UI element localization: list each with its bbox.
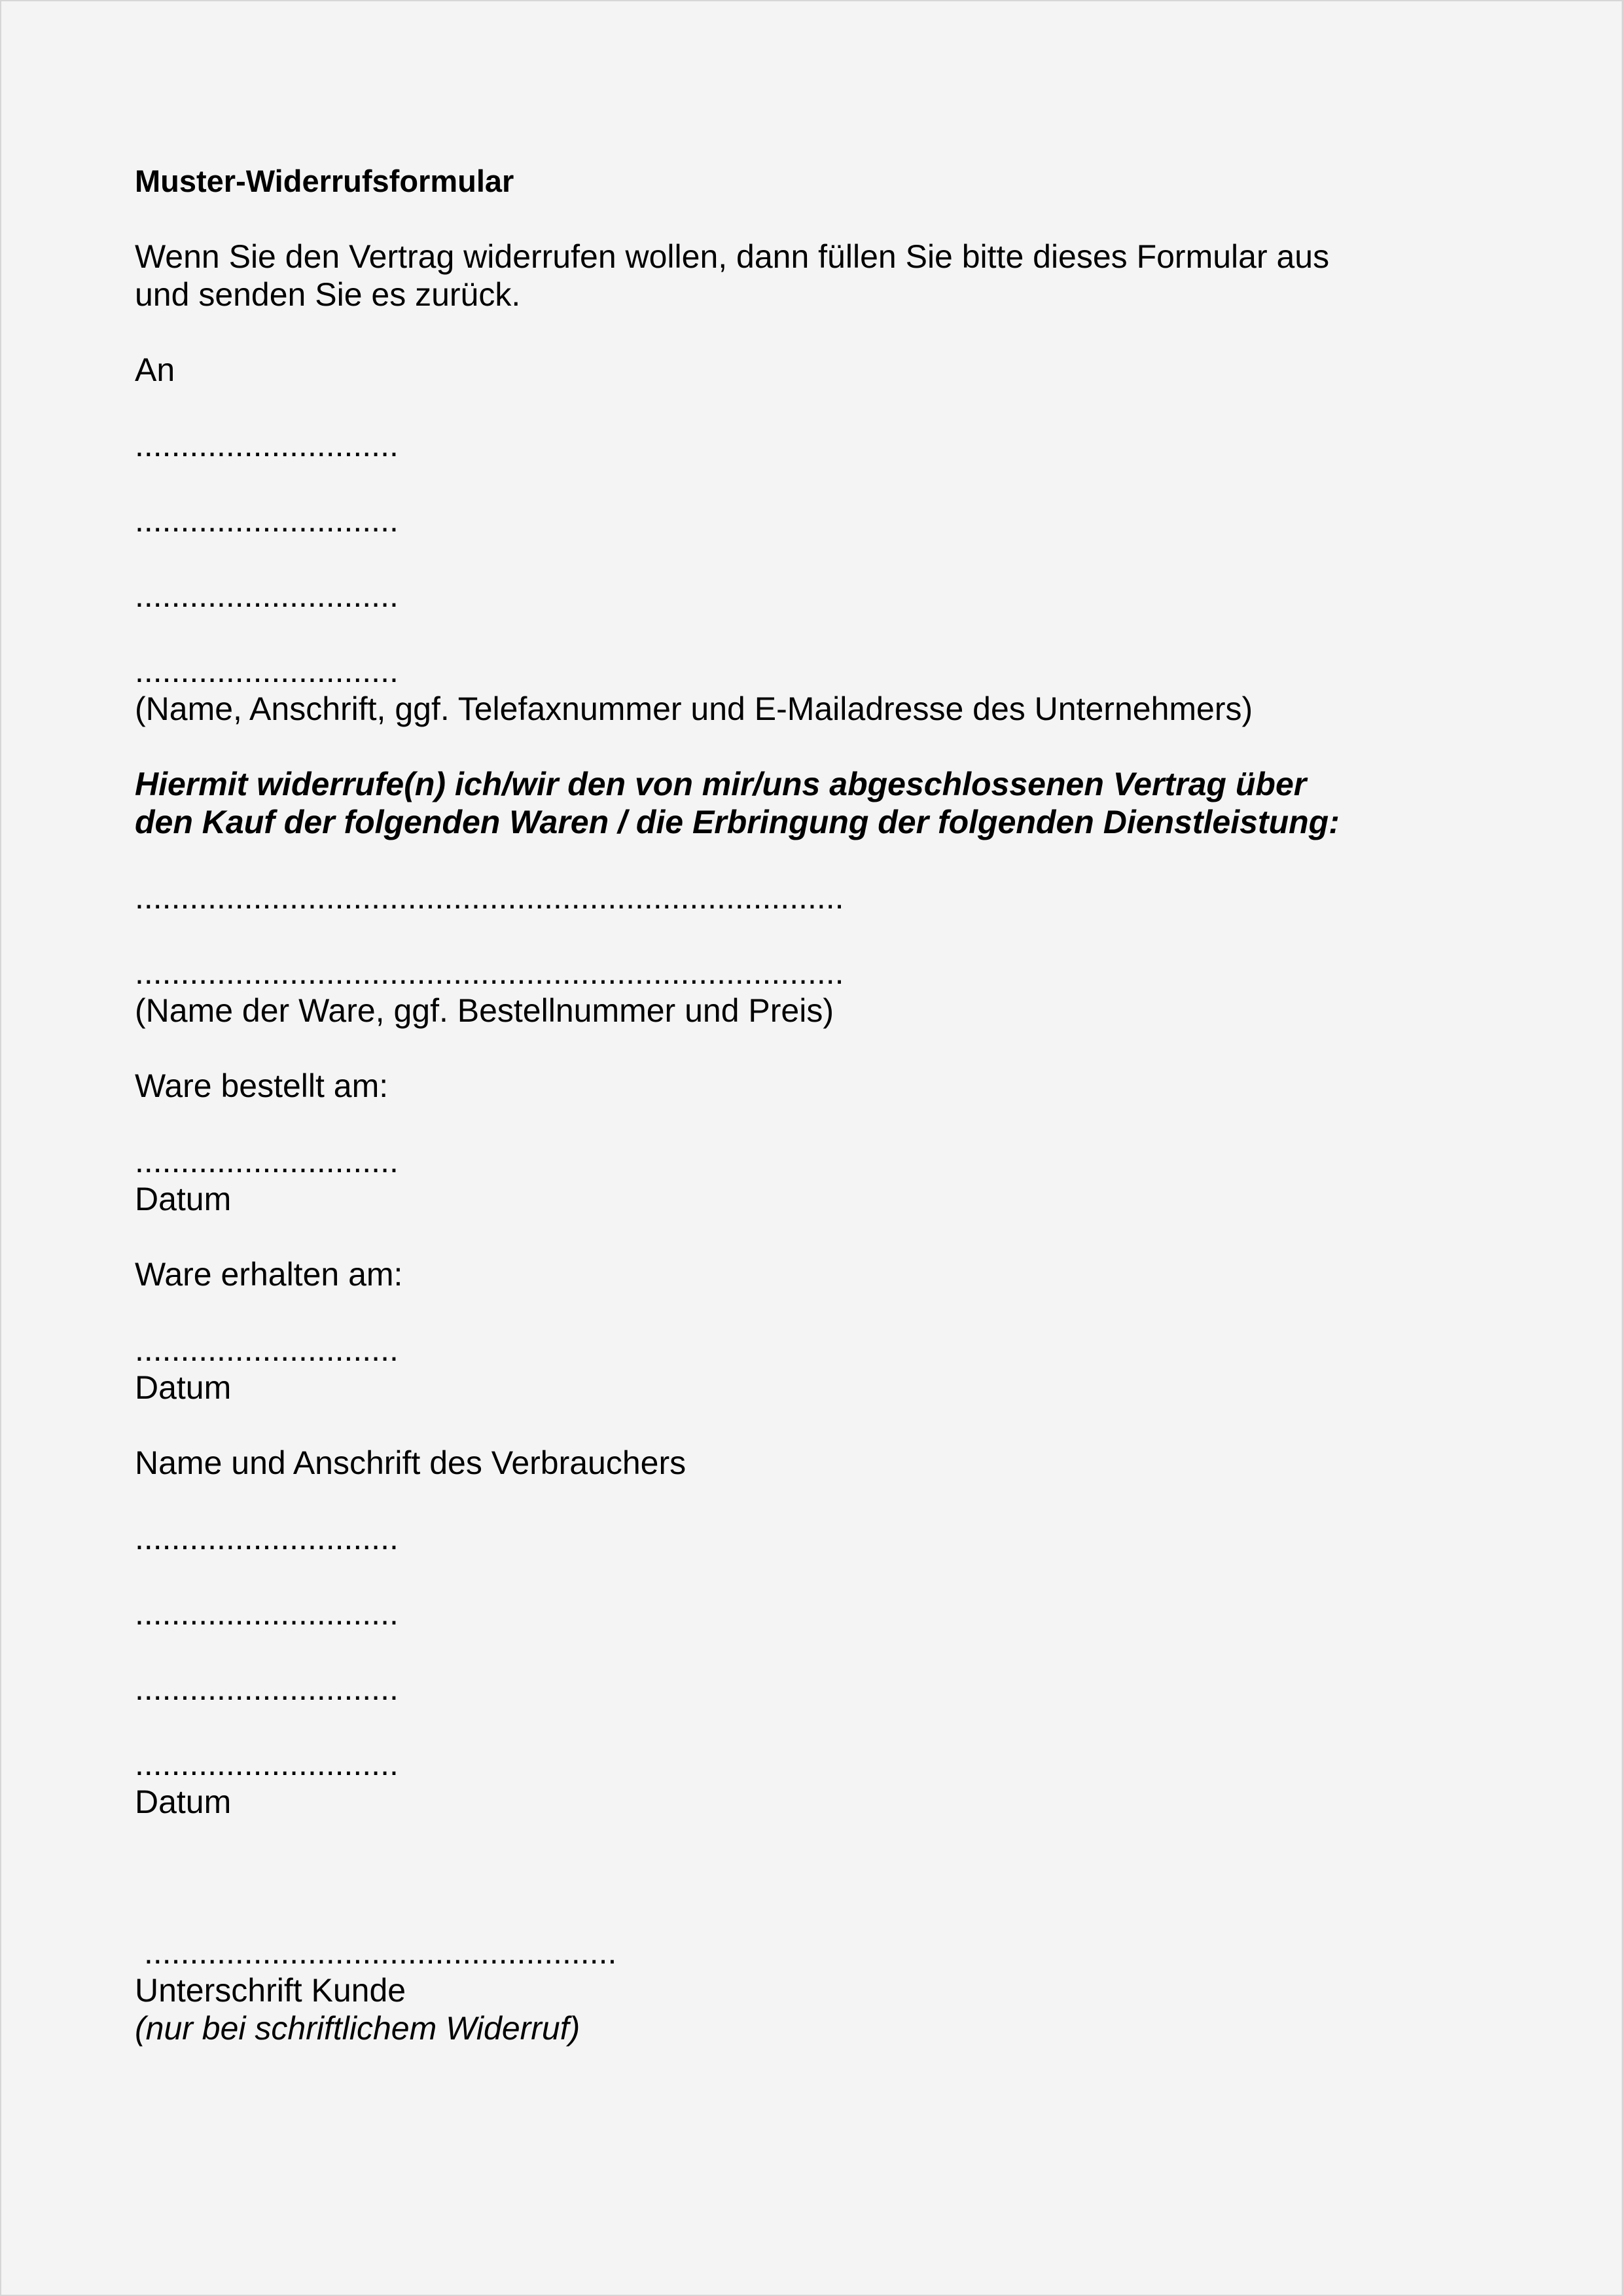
consumer-date-label: Datum [135,1784,232,1820]
recipient-label: An [135,351,175,388]
goods-field-1[interactable]: .............................................................................. [135,879,844,916]
goods-field-2[interactable]: .............................................................................. [135,954,844,991]
consumer-field-2[interactable]: ............................. [135,1595,399,1632]
signature-label: Unterschrift Kunde [135,1972,406,2009]
consumer-field-1[interactable]: ............................. [135,1520,399,1556]
statement-line-1: Hiermit widerrufe(n) ich/wir den von mir/uns abgeschlossenen Vertrag über [135,766,1307,802]
ordered-date-field[interactable]: ............................. [135,1143,399,1179]
received-date-field[interactable]: ............................. [135,1331,399,1368]
received-label: Ware erhalten am: [135,1256,403,1293]
consumer-field-4[interactable]: ............................. [135,1746,399,1782]
signature-field[interactable]: .................................................... [144,1934,617,1971]
signature-note: (nur bei schriftlichem Widerruf) [135,2010,580,2047]
consumer-label: Name und Anschrift des Verbrauchers [135,1444,687,1481]
document-title: Muster-Widerrufsformular [135,164,514,198]
statement-line-2: den Kauf der folgenden Waren / die Erbringung der folgenden Dienstleistung: [135,804,1340,840]
intro-line-2: und senden Sie es zurück. [135,276,521,313]
ordered-date-label: Datum [135,1181,232,1217]
form-document [135,162,1444,2047]
recipient-hint: (Name, Anschrift, ggf. Telefaxnummer und E-Mailadresse des Unternehmers) [135,691,1253,727]
ordered-label: Ware bestellt am: [135,1067,389,1104]
recipient-field-3[interactable]: ............................. [135,577,399,614]
recipient-field-4[interactable]: ............................. [135,653,399,689]
consumer-field-3[interactable]: ............................. [135,1670,399,1707]
recipient-field-1[interactable]: ............................. [135,427,399,463]
recipient-field-2[interactable]: ............................. [135,502,399,539]
intro-line-1: Wenn Sie den Vertrag widerrufen wollen, dann füllen Sie bitte dieses Formular aus [135,238,1330,275]
received-date-label: Datum [135,1369,232,1406]
goods-hint: (Name der Ware, ggf. Bestellnummer und Preis) [135,992,834,1029]
